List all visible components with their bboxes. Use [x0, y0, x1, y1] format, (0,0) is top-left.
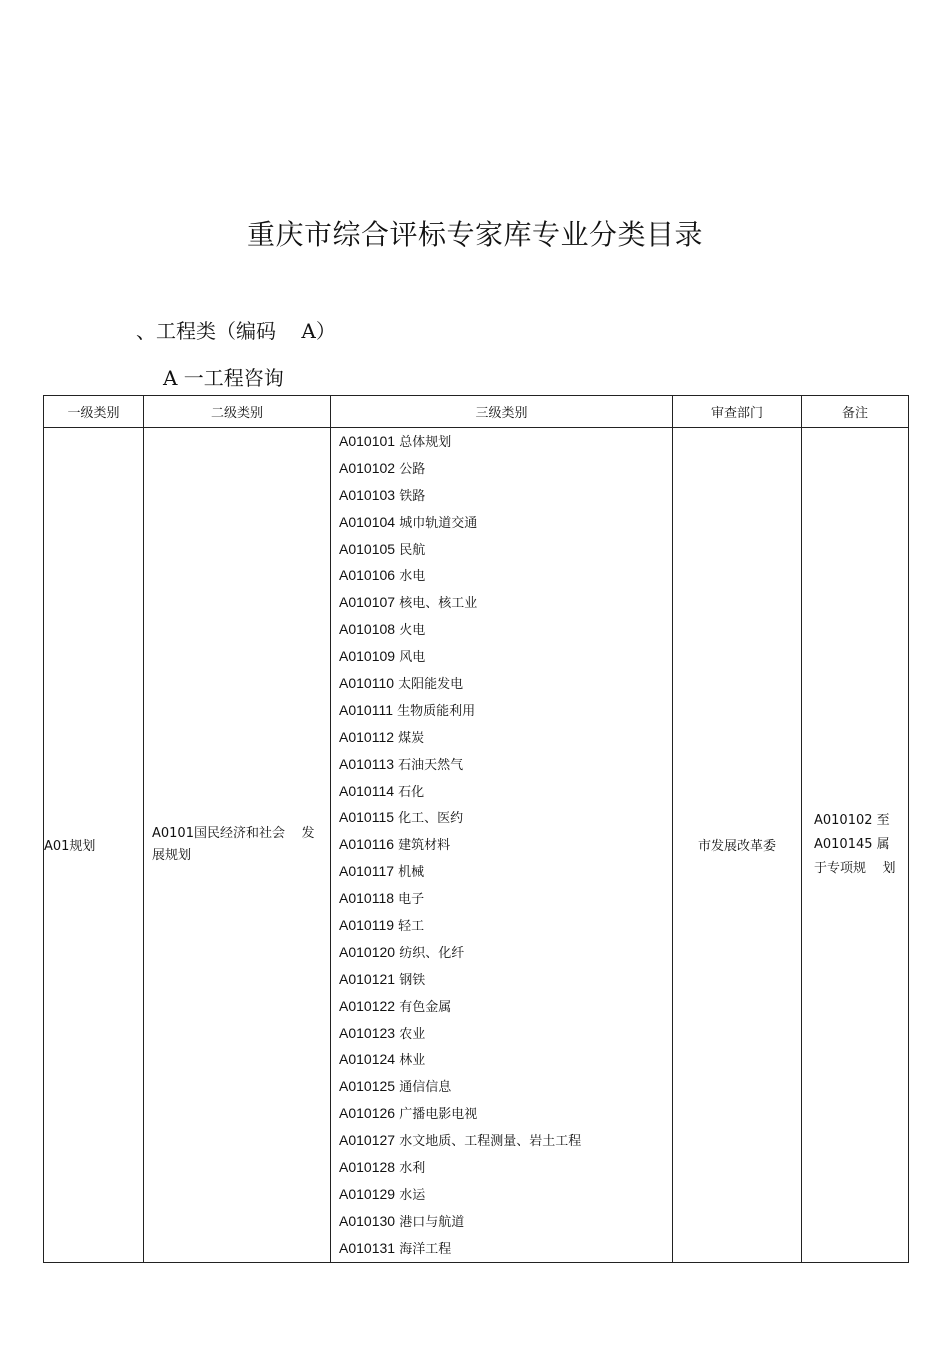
item-name: 海洋工程 — [399, 1241, 452, 1257]
item-code: A010106 — [339, 567, 396, 584]
list-item — [339, 1073, 672, 1100]
item-code: A010113 — [339, 755, 395, 772]
header-level3: 三级类别 — [331, 396, 673, 428]
item-name: 通信信息 — [399, 1080, 452, 1096]
item-name: 石化 — [398, 784, 425, 800]
item-name: 化工、医约 — [398, 811, 464, 827]
department-cell: 市发展改革委 — [673, 428, 802, 1263]
list-item — [339, 885, 672, 912]
list-item — [339, 939, 672, 966]
item-code: A010131 — [339, 1239, 396, 1256]
item-code: A010110 — [339, 675, 395, 692]
item-code: A010102 — [339, 459, 396, 476]
list-item — [339, 536, 672, 563]
list-item — [339, 778, 672, 805]
item-code: A010122 — [339, 997, 396, 1014]
item-code: A010105 — [339, 540, 396, 557]
item-name: 港口与航道 — [399, 1214, 465, 1230]
list-item — [339, 1154, 672, 1181]
list-item — [339, 1046, 672, 1073]
list-item — [339, 482, 672, 509]
list-item — [339, 643, 672, 670]
item-name: 生物质能利用 — [397, 703, 476, 719]
item-name: 轻工 — [398, 919, 425, 935]
item-code: A010127 — [339, 1132, 396, 1149]
subsection-heading: A 一工程咨询 — [163, 366, 284, 390]
level1-cell: A01规划 — [44, 428, 144, 1263]
list-item — [339, 858, 672, 885]
item-name: 有色金属 — [399, 999, 452, 1015]
item-code: A010123 — [339, 1024, 396, 1041]
list-item — [339, 804, 672, 831]
list-item — [339, 1100, 672, 1127]
list-item — [339, 428, 672, 455]
list-item — [339, 1020, 672, 1047]
item-code: A010129 — [339, 1185, 396, 1202]
item-code: A010117 — [339, 863, 395, 880]
item-name: 林业 — [399, 1053, 426, 1069]
item-code: A010121 — [339, 970, 396, 987]
list-item — [339, 1127, 672, 1154]
item-code: A010128 — [339, 1159, 396, 1176]
level3-list — [339, 428, 672, 1262]
item-code: A010108 — [339, 621, 396, 638]
item-code: A010124 — [339, 1051, 396, 1068]
item-code: A010112 — [339, 728, 395, 745]
item-code: A010126 — [339, 1105, 396, 1122]
item-code: A010109 — [339, 648, 396, 665]
list-item — [339, 589, 672, 616]
item-code: A010116 — [339, 836, 395, 853]
item-name: 电子 — [398, 892, 425, 908]
classification-table — [43, 395, 909, 1263]
item-name: 农业 — [399, 1026, 426, 1042]
item-name: 太阳能发电 — [398, 677, 464, 693]
table-header-row — [44, 396, 909, 428]
list-item — [339, 724, 672, 751]
list-item — [339, 912, 672, 939]
item-code: A010119 — [339, 917, 395, 934]
list-item — [339, 455, 672, 482]
list-item — [339, 1181, 672, 1208]
item-code: A010125 — [339, 1078, 396, 1095]
item-code: A010120 — [339, 943, 396, 960]
item-name: 公路 — [399, 461, 426, 477]
item-name: 火电 — [399, 623, 426, 639]
item-name: 石油天然气 — [398, 757, 464, 773]
item-code: A010118 — [339, 890, 395, 907]
item-name: 水利 — [399, 1161, 426, 1177]
item-name: 纺织、化纤 — [399, 945, 465, 961]
item-name: 广播电影电视 — [399, 1107, 478, 1123]
list-item — [339, 1208, 672, 1235]
item-name: 城巾轨道交通 — [399, 515, 478, 531]
header-note: 备注 — [802, 396, 909, 428]
item-name: 铁路 — [399, 488, 426, 504]
item-name: 机械 — [398, 865, 425, 881]
item-name: 核电、核工业 — [399, 596, 478, 612]
list-item — [339, 831, 672, 858]
list-item — [339, 670, 672, 697]
item-name: 煤炭 — [398, 730, 425, 746]
header-department: 审查部门 — [673, 396, 802, 428]
list-item — [339, 562, 672, 589]
list-item — [339, 966, 672, 993]
item-name: 水电 — [399, 569, 426, 585]
item-name: 风电 — [399, 650, 426, 666]
level2-cell: A0101国民经济和社会 发展规划 — [144, 428, 331, 1263]
item-code: A010114 — [339, 782, 395, 799]
list-item — [339, 993, 672, 1020]
item-code: A010101 — [339, 433, 396, 449]
item-name: 水运 — [399, 1187, 426, 1203]
item-code: A010107 — [339, 594, 396, 611]
note-cell: A010102 至 A010145 属于专项规 划 — [802, 428, 909, 1263]
list-item — [339, 616, 672, 643]
list-item — [339, 509, 672, 536]
table-row — [44, 428, 909, 1263]
item-name: 建筑材料 — [398, 838, 451, 854]
item-code: A010115 — [339, 809, 395, 826]
list-item — [339, 751, 672, 778]
item-code: A010130 — [339, 1212, 396, 1229]
item-code: A010103 — [339, 486, 396, 503]
item-name: 民航 — [399, 542, 426, 558]
item-code: A010104 — [339, 513, 396, 530]
item-name: 水文地质、工程测量、岩土工程 — [399, 1134, 582, 1150]
section-heading: 、工程类（编码 A） — [136, 319, 336, 343]
item-code: A010111 — [339, 701, 393, 718]
list-item — [339, 697, 672, 724]
page-title: 重庆市综合评标专家库专业分类目录 — [246, 218, 703, 251]
header-level1: 一级类别 — [44, 396, 144, 428]
item-name: 钢铁 — [399, 972, 426, 988]
header-level2: 二级类别 — [144, 396, 331, 428]
list-item — [339, 1235, 672, 1262]
item-name: 总体规划 — [399, 435, 452, 450]
level3-cell — [331, 428, 673, 1263]
